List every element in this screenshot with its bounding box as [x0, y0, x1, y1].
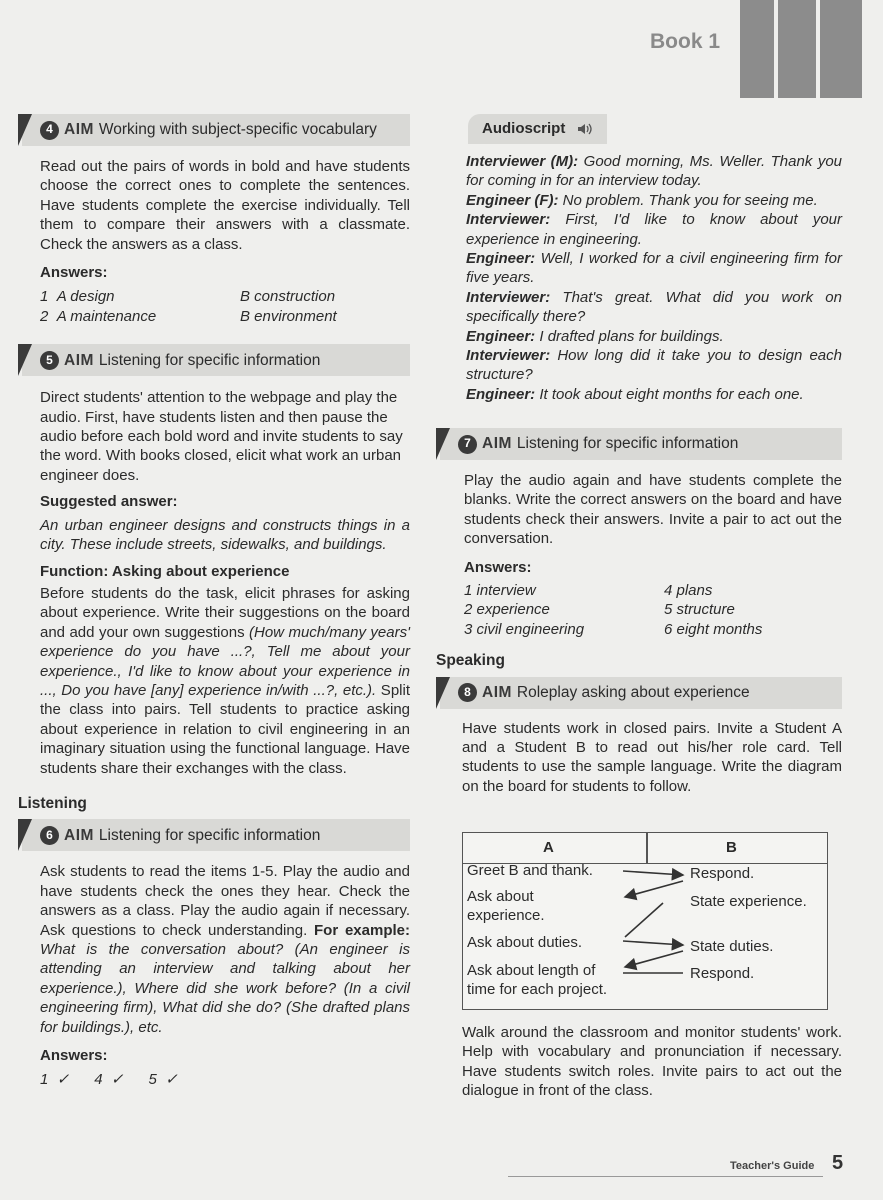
step-a3: Ask about duties. — [467, 934, 583, 951]
script-line: Engineer: It took about eight months for each one. — [466, 385, 804, 403]
answers-label: Answers: — [40, 264, 108, 282]
header-bar — [820, 0, 862, 98]
paragraph: Read out the pairs of words in bold and have students choose the correct ones to complete the sentences. Have students complete the exercise individually. Tell them to compare their answers with a classmate. Check the answers as a class. — [40, 158, 410, 253]
audioscript-header — [436, 114, 842, 144]
step-b4: Respond. — [690, 965, 755, 982]
paragraph: Before students do the task, elicit phrases for asking about experience. Write their suggestions on the board and add your own suggestions (How much/many years' experience do you have ...?, Tell me about your experience., I'd like to know about your experience in ..., Do you have [any] experience in/with ...?, etc.). Split the class into pairs. Tell students to practice asking about experience in relation to civil engineering in an imaginary situation using the functional language. Have students share their exchanges with the class. — [40, 584, 410, 777]
listening-heading: Listening — [18, 794, 87, 812]
suggested-answer: An urban engineer designs and constructs things in a city. These include streets, sidewalks, and buildings. — [40, 516, 410, 554]
aim-word: AIM — [64, 121, 94, 139]
aim-6-header — [22, 819, 410, 851]
function-label: Function: Asking about experience — [40, 562, 290, 580]
answers-label: Answers: — [40, 1047, 108, 1065]
footer-line — [508, 1176, 823, 1177]
footer-label: Teacher's Guide — [730, 1160, 815, 1172]
header-bar — [778, 0, 816, 98]
corner-triangle-icon — [18, 819, 32, 851]
answer-b: B environment — [240, 307, 337, 325]
suggested-label: Suggested answer: — [40, 493, 178, 511]
corner-triangle-icon — [18, 344, 32, 376]
aim-title: Roleplay asking about experience — [516, 683, 750, 701]
section-number: 6 — [40, 826, 59, 845]
answer-a: 2 A maintenance — [40, 307, 157, 325]
section-number: 4 — [40, 121, 59, 140]
aim-word: AIM — [482, 683, 512, 701]
corner-triangle-icon — [18, 114, 32, 146]
script-line: Engineer: Well, I worked for a civil engineering firm for five years. — [466, 250, 842, 287]
list-item — [40, 307, 410, 326]
right-column-bottom — [436, 1023, 842, 1101]
list-item — [40, 287, 410, 306]
aim-4-header — [22, 114, 410, 146]
column-a-label: A — [543, 839, 554, 856]
answers-list — [436, 581, 842, 639]
step-a2: Ask about experience. — [467, 888, 545, 924]
aim-7-header — [440, 428, 842, 460]
answers-list — [18, 287, 410, 326]
section-number: 7 — [458, 435, 477, 454]
audioscript-tab: Audioscript — [468, 114, 607, 144]
page-number: 5 — [832, 1152, 844, 1174]
script-line: Engineer: I drafted plans for buildings. — [466, 327, 724, 345]
roleplay-diagram — [462, 832, 828, 1010]
aim-title: Listening for specific information — [516, 435, 739, 453]
list-item: 2 experience 5 structure — [464, 601, 735, 619]
aim-title: Working with subject-specific vocabulary — [98, 121, 377, 139]
aim-5-header — [22, 344, 410, 376]
aim-word: AIM — [64, 351, 94, 369]
corner-triangle-icon — [436, 428, 450, 460]
header-bar — [740, 0, 774, 98]
book-label: Book 1 — [650, 30, 721, 53]
paragraph: Walk around the classroom and monitor students' work. Help with vocabulary and pronunciation if necessary. Have students switch roles. Invite pairs to act out the dialogue in front of the class. — [462, 1024, 842, 1100]
right-column — [436, 114, 842, 404]
answers-label: Answers: — [464, 558, 532, 576]
right-column-lower — [436, 428, 842, 796]
speaking-heading: Speaking — [436, 652, 505, 670]
aim-word: AIM — [482, 435, 512, 453]
paragraph: Play the audio again and have students complete the blanks. Write the correct answers on the board and have students check their answers. Invite a pair to act out the conversation. — [464, 472, 842, 548]
step-b2: State experience. — [690, 893, 807, 910]
script-line: Interviewer (M): Good morning, Ms. Weller. Thank you for coming in for an interview today. — [466, 153, 842, 190]
script-line: Engineer (F): No problem. Thank you for seeing me. — [466, 191, 818, 209]
answer-b: B construction — [240, 288, 336, 306]
section-number: 5 — [40, 351, 59, 370]
paragraph: Have students work in closed pairs. Invite a Student A and a Student B to read out his/her role card. Tell students to use the sample language. Write the diagram on the board for students to follow. — [462, 719, 842, 795]
answer-a: 1 A design — [40, 288, 115, 306]
corner-triangle-icon — [436, 677, 450, 709]
audioscript — [436, 152, 842, 404]
section-number: 8 — [458, 683, 477, 702]
step-b3: State duties. — [690, 938, 774, 955]
column-b-label: B — [726, 839, 737, 856]
speaker-icon — [577, 122, 593, 136]
step-a4: Ask about length of time for each project. — [467, 962, 608, 998]
left-column — [18, 114, 410, 1090]
flow-arrows — [463, 833, 827, 1009]
paragraph: Direct students' attention to the webpage and play the audio. First, have students listen and then pause the audio before each bold word and invite students to say the word. With books closed, elicit what work an urban engineer does. — [40, 389, 403, 484]
answers-checks: 1 ✓ 4 ✓ 5 ✓ — [40, 1071, 178, 1089]
list-item: 1 interview 4 plans — [464, 582, 713, 600]
aim-8-header — [440, 677, 842, 709]
script-line: Interviewer: First, I'd like to know about your experience in engineering. — [466, 211, 842, 248]
step-b1: Respond. — [690, 865, 755, 882]
script-line: Interviewer: That's great. What did you work on specifically there? — [466, 288, 842, 326]
list-item: 3 civil engineering 6 eight months — [464, 620, 763, 638]
script-line: Interviewer: How long did it take you to design each structure? — [466, 347, 842, 384]
aim-title: Listening for specific information — [98, 351, 321, 369]
aim-title: Listening for specific information — [98, 826, 321, 844]
paragraph: Ask students to read the items 1-5. Play the audio and have students check the ones they hear. Check the answers as a class. Play the audio again if necessary. Ask questions to check understanding. For example: What is the conversation about? (An engineer is attending an interview and talking about her experience.), Where did she work before? (In a civil engineering firm), What did she do? (She drafted plans for buildings.), etc. — [40, 863, 410, 1036]
step-a1: Greet B and thank. — [467, 862, 593, 879]
aim-word: AIM — [64, 826, 94, 844]
